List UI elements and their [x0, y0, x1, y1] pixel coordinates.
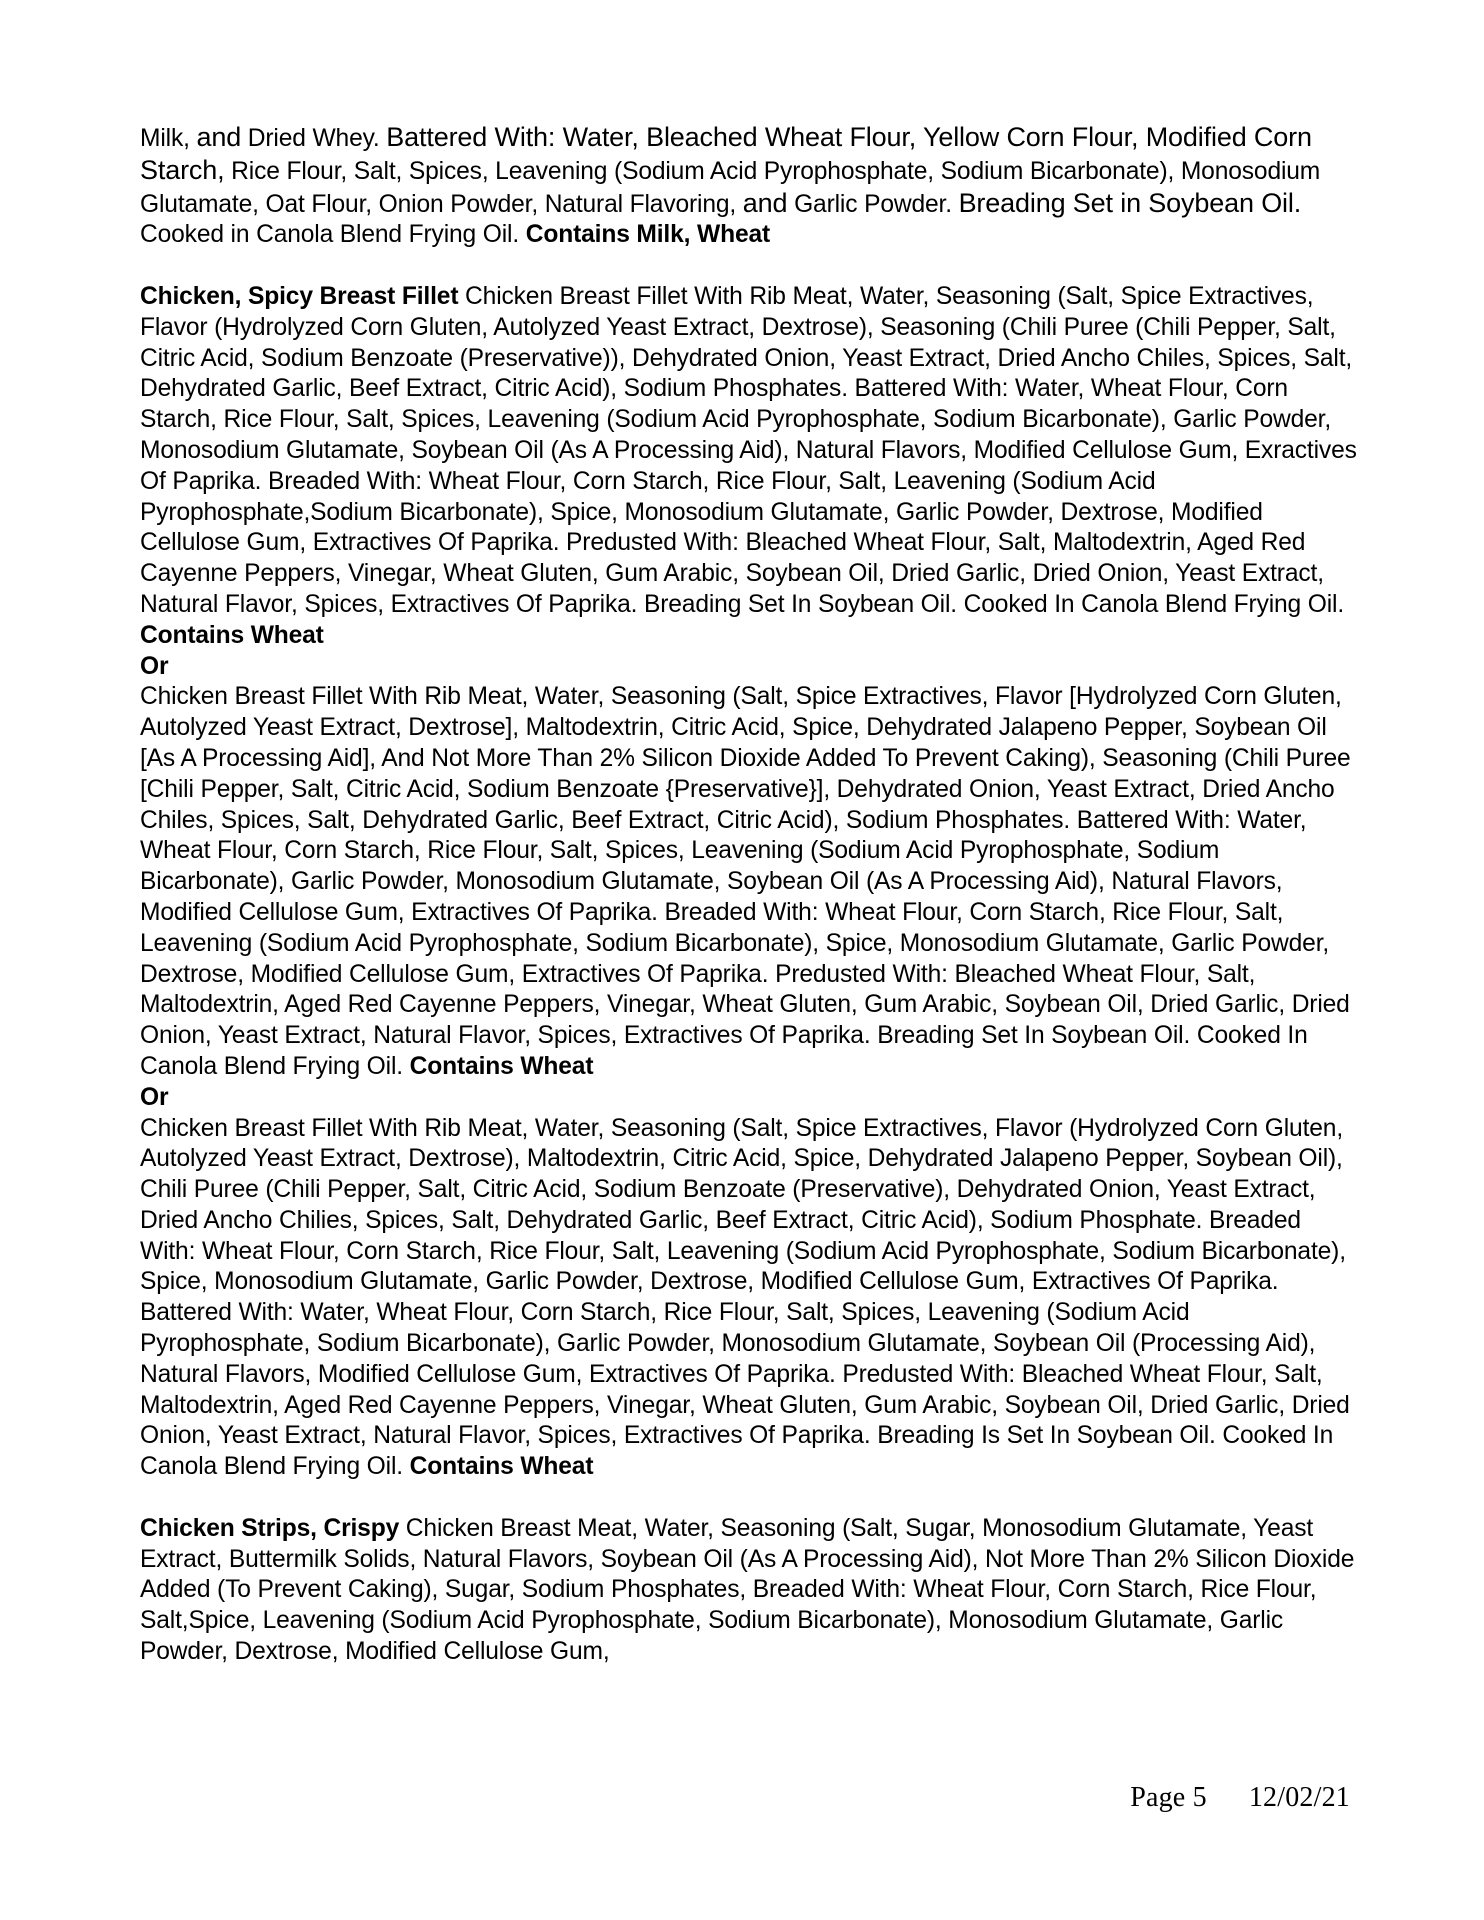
spicy-fillet-ingredients-3: Chicken Breast Fillet With Rib Meat, Water, Seasoning (Salt, Spice Extractives, Flavor (Hydrolyzed Corn Gluten, Autolyzed Yeast Extract, Dextrose), Maltodextrin, Citric Acid, Spice, Dehydrated Jalapeno Pepper, Soybean Oil), Chili Puree (Chili Pepper, Salt, Citric Acid, Sodium Benzoate (Preservative), Dehydrated Onion, Yeast Extract, Dried Ancho Chilies, Spices, Salt, Dehydrated Garlic, Beef Extract, Citric Acid), Sodium Phosphate. Breaded With: Wheat Flour, Corn Starch, Rice Flour, Salt, Leavening (Sodium Acid Pyrophosphate, Sodium Bicarbonate), Spice, Monosodium Glutamate, Garlic Powder, Dextrose, Modified Cellulose Gum, Extractives Of Paprika. Battered With: Water, Wheat Flour, Corn Starch, Rice Flour, Salt, Spices, Leavening (Sodium Acid Pyrophosphate, Sodium Bicarbonate), Garlic Powder, Monosodium Glutamate, Soybean Oil (Processing Aid), Natural Flavors, Modified Cellulose Gum, Extractives Of Paprika. Predusted With: Bleached Wheat Flour, Salt, Maltodextrin, Aged Red Cayenne Peppers, Vinegar, Wheat Gluten, Gum Arabic, Soybean Oil, Dried Garlic, Dried Onion, Yeast Extract, Natural Flavor, Spices, Extractives Of Paprika. Breading Is Set In Soybean Oil. Cooked In Canola Blend Frying Oil. [140, 1114, 1350, 1481]
paragraph-gap [140, 251, 1360, 282]
intro-text-7: Garlic Powder. [787, 190, 959, 218]
spicy-fillet-allergen-1: Contains Wheat [140, 621, 324, 649]
page-number: Page 5 [1130, 1782, 1207, 1813]
or-separator-2 [140, 1083, 1360, 1114]
crispy-strips-paragraph [140, 1514, 1360, 1668]
intro-text-5: Rice Flour, Salt, Spices, Leavening (Sodium Acid Pyrophosphate, Sodium Bicarbonate), Monosodium Glutamate, Oat Flour, Onion Powder, Natural Flavoring, [140, 157, 1321, 218]
spicy-fillet-title: Chicken, Spicy Breast Fillet [140, 282, 459, 310]
spicy-fillet-allergen-2: Contains Wheat [409, 1052, 594, 1080]
footer-date: 12/02/21 [1248, 1782, 1350, 1813]
intro-text-1: Milk, [140, 125, 197, 152]
spicy-fillet-ingredients-1: Chicken Breast Fillet With Rib Meat, Water, Seasoning (Salt, Spice Extractives, Flavor (Hydrolyzed Corn Gluten, Autolyzed Yeast Extract, Dextrose), Seasoning (Chili Puree (Chili Pepper, Salt, Citric Acid, Sodium Benzoate (Preservative)), Dehydrated Onion, Yeast Extract, Dried Ancho Chiles, Spices, Salt, Dehydrated Garlic, Beef Extract, Citric Acid), Sodium Phosphates. Battered With: Water, Wheat Flour, Corn Starch, Rice Flour, Salt, Spices, Leavening (Sodium Acid Pyrophosphate, Sodium Bicarbonate), Garlic Powder, Monosodium Glutamate, Soybean Oil (As A Processing Aid), Natural Flavors, Modified Cellulose Gum, Exractives Of Paprika. Breaded With: Wheat Flour, Corn Starch, Rice Flour, Salt, Leavening (Sodium Acid Pyrophosphate,Sodium Bicarbonate), Spice, Monosodium Glutamate, Garlic Powder, Dextrose, Modified Cellulose Gum, Extractives Of Paprika. Predusted With: Bleached Wheat Flour, Salt, Maltodextrin, Aged Red Cayenne Peppers, Vinegar, Wheat Gluten, Gum Arabic, Soybean Oil, Dried Garlic, Dried Onion, Yeast Extract, Natural Flavor, Spices, Extractives Of Paprika. Breading Set In Soybean Oil. Cooked In Canola Blend Frying Oil. [140, 282, 1357, 618]
crispy-strips-title: Chicken Strips, Crispy [140, 1514, 400, 1542]
spicy-fillet-paragraph-1 [140, 282, 1360, 652]
or-label-2: Or [140, 1083, 169, 1111]
intro-text-9: Cooked in Canola Blend Frying Oil. [140, 221, 526, 249]
paragraph-gap [140, 1483, 1360, 1514]
spicy-fillet-paragraph-2 [140, 682, 1360, 1082]
spicy-fillet-ingredients-2: Chicken Breast Fillet With Rib Meat, Water, Seasoning (Salt, Spice Extractives, Flavor [Hydrolyzed Corn Gluten, Autolyzed Yeast Extract, Dextrose], Maltodextrin, Citric Acid, Spice, Dehydrated Jalapeno Pepper, Soybean Oil [As A Processing Aid], And Not More Than 2% Silicon Dioxide Added To Prevent Caking), Seasoning (Chili Puree [Chili Pepper, Salt, Citric Acid, Sodium Benzoate {Preservative}], Dehydrated Onion, Yeast Extract, Dried Ancho Chiles, Spices, Salt, Dehydrated Garlic, Beef Extract, Citric Acid), Sodium Phosphates. Battered With: Water, Wheat Flour, Corn Starch, Rice Flour, Salt, Spices, Leavening (Sodium Acid Pyrophosphate, Sodium Bicarbonate), Garlic Powder, Monosodium Glutamate, Soybean Oil (As A Processing Aid), Natural Flavors, Modified Cellulose Gum, Extractives Of Paprika. Breaded With: Wheat Flour, Corn Starch, Rice Flour, Salt, Leavening (Sodium Acid Pyrophosphate, Sodium Bicarbonate), Spice, Monosodium Glutamate, Garlic Powder, Dextrose, Modified Cellulose Gum, Extractives Of Paprika. Predusted With: Bleached Wheat Flour, Salt, Maltodextrin, Aged Red Cayenne Peppers, Vinegar, Wheat Gluten, Gum Arabic, Soybean Oil, Dried Garlic, Dried Onion, Yeast Extract, Natural Flavor, Spices, Extractives Of Paprika. Breading Set In Soybean Oil. Cooked In Canola Blend Frying Oil. [140, 683, 1351, 1080]
or-separator-1 [140, 652, 1360, 683]
or-label-1: Or [140, 652, 169, 680]
spicy-fillet-paragraph-3 [140, 1114, 1360, 1484]
intro-text-2: and [196, 122, 242, 152]
intro-text-8: Breading Set in Soybean Oil. [958, 187, 1302, 218]
intro-text-3: Dried Whey. [241, 125, 387, 152]
document-body [140, 122, 1360, 1668]
intro-allergen: Contains Milk, Wheat [525, 221, 771, 249]
intro-paragraph [140, 122, 1360, 251]
crispy-strips-ingredients: Chicken Breast Meat, Water, Seasoning (Salt, Sugar, Monosodium Glutamate, Yeast Extract, Buttermilk Solids, Natural Flavors, Soybean Oil (As A Processing Aid), Not More Than 2% Silicon Dioxide Added (To Prevent Caking), Sugar, Sodium Phosphates, Breaded With: Wheat Flour, Corn Starch, Rice Flour, Salt,Spice, Leavening (Sodium Acid Pyrophosphate, Sodium Bicarbonate), Monosodium Glutamate, Garlic Powder, Dextrose, Modified Cellulose Gum, [140, 1514, 1355, 1666]
intro-text-4: Battered With: Water, Bleached Wheat Flour, Yellow Corn Flour, Modified Corn Starch, [140, 122, 1312, 185]
spicy-fillet-allergen-3: Contains Wheat [409, 1453, 594, 1481]
intro-text-6: and [742, 187, 788, 218]
page-footer [1130, 1782, 1350, 1814]
